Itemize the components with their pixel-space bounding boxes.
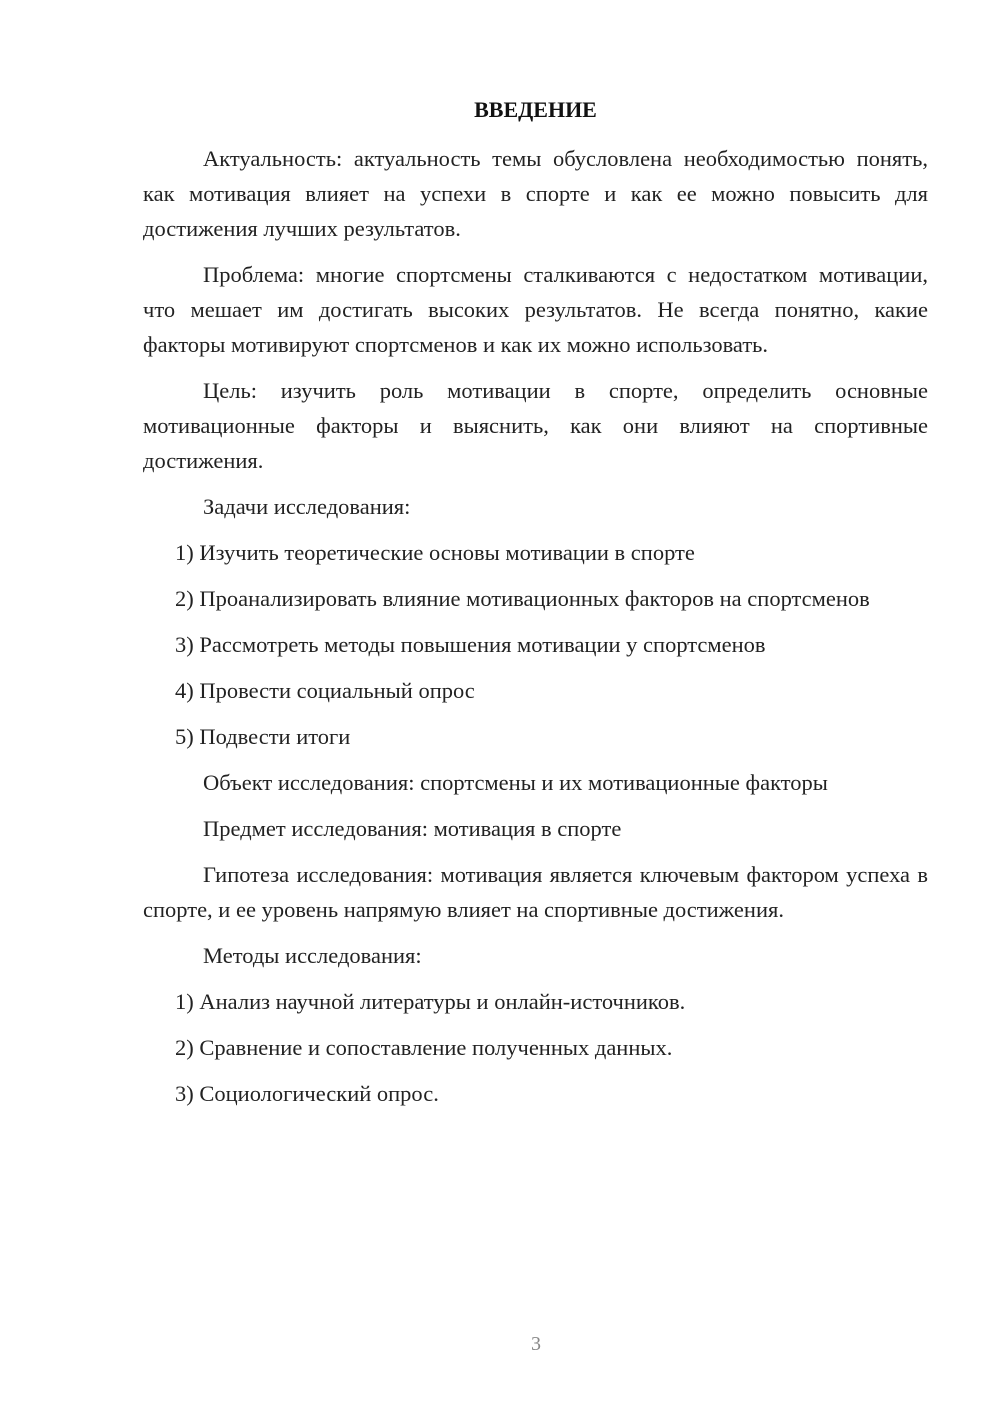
problem-paragraph: Проблема: многие спортсмены сталкиваются с недостатком мотивации, что мешает им достигать высоких результатов. Не всегда понятно, какие факторы мотивируют спортсменов и как их можно использовать. <box>143 262 928 357</box>
task-item: 1) Изучить теоретические основы мотивации в спорте <box>175 540 695 565</box>
task-item: 4) Провести социальный опрос <box>175 678 475 703</box>
subject-paragraph: Предмет исследования: мотивация в спорте <box>203 816 622 841</box>
page-number: 3 <box>531 1333 541 1355</box>
task-item: 3) Рассмотреть методы повышения мотивации у спортсменов <box>175 632 766 657</box>
task-item: 5) Подвести итоги <box>175 724 351 749</box>
method-item: 1) Анализ научной литературы и онлайн-источников. <box>175 989 686 1014</box>
tasks-heading: Задачи исследования: <box>203 494 411 519</box>
method-item: 2) Сравнение и сопоставление полученных данных. <box>175 1035 673 1060</box>
relevance-paragraph: Актуальность: актуальность темы обусловлена необходимостью понять, как мотивация влияет на успехи в спорте и как ее можно повысить для достижения лучших результатов. <box>143 146 928 241</box>
task-item: 2) Проанализировать влияние мотивационных факторов на спортсменов <box>175 586 870 611</box>
method-item: 3) Социологический опрос. <box>175 1081 439 1106</box>
hypothesis-paragraph: Гипотеза исследования: мотивация является ключевым фактором успеха в спорте, и ее уровень напрямую влияет на спортивные достижения. <box>143 862 928 922</box>
section-heading: ВВЕДЕНИЕ <box>474 97 597 122</box>
methods-heading: Методы исследования: <box>203 943 422 968</box>
goal-paragraph: Цель: изучить роль мотивации в спорте, определить основные мотивационные факторы и выяснить, как они влияют на спортивные достижения. <box>143 378 928 473</box>
page-content <box>143 95 928 1122</box>
object-paragraph: Объект исследования: спортсмены и их мотивационные факторы <box>203 770 828 795</box>
